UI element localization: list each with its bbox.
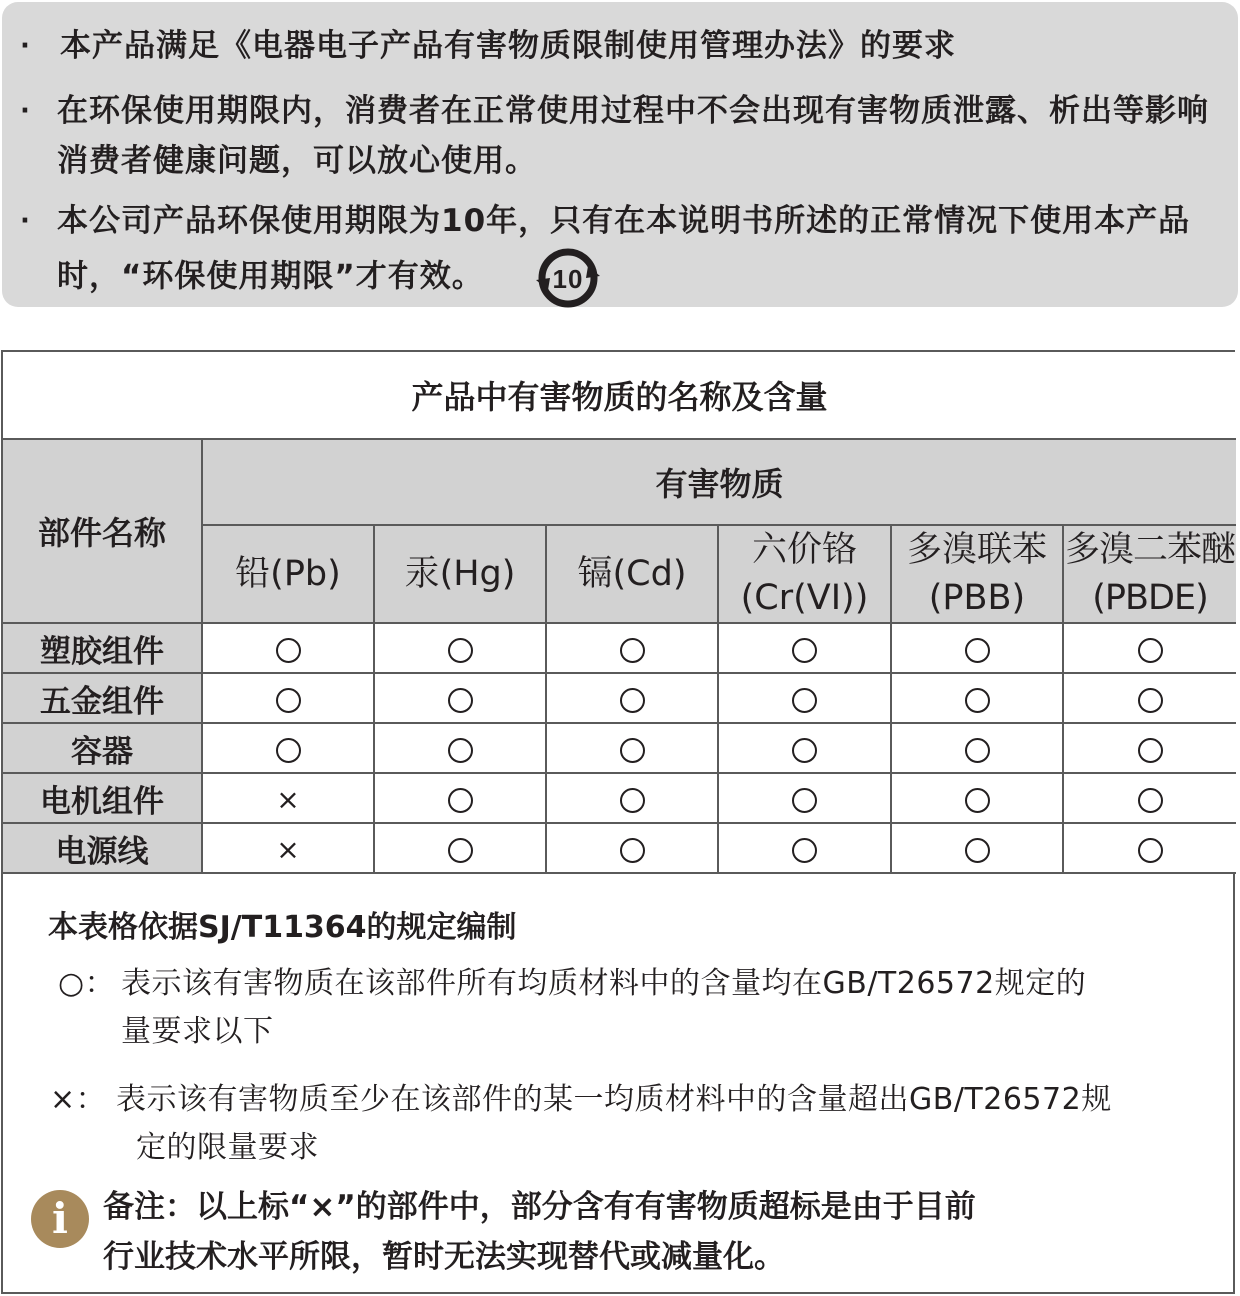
cross-legend-line1: 表示该有害物质至少在该部件的某一均质材料中的含量超出GB/T26572规 — [116, 1082, 1112, 1117]
bullet-marker: · — [20, 31, 30, 61]
part-name-cell: 容器 — [3, 723, 202, 773]
compliant-circle-mark — [965, 688, 990, 713]
hazardous-substance-section — [1, 350, 1235, 1294]
table-row — [3, 623, 1236, 673]
table-row — [3, 823, 1236, 873]
table-row — [3, 673, 1236, 723]
compliant-circle-mark — [1138, 838, 1163, 863]
compliant-circle-mark — [448, 638, 473, 663]
substance-mark-cell — [374, 673, 546, 723]
compliant-circle-mark — [448, 688, 473, 713]
substance-header: 铅(Pb) — [202, 525, 374, 623]
compliant-circle-mark — [276, 638, 301, 663]
compliant-circle-mark — [792, 688, 817, 713]
substance-mark-cell — [891, 773, 1063, 823]
substance-header: 多溴二苯醚 (PBDE) — [1063, 525, 1236, 623]
substance-mark-cell — [718, 823, 891, 873]
compliant-circle-mark — [1138, 738, 1163, 763]
compliant-circle-mark — [620, 638, 645, 663]
substance-mark-cell — [718, 673, 891, 723]
table-basis-note: 本表格依据SJ/T11364的规定编制 — [48, 910, 517, 945]
part-name-cell: 电源线 — [3, 823, 202, 873]
notice-text: 在环保使用期限内，消费者在正常使用过程中不会出现有害物质泄露、析出等影响消费者健康问题，可以放心使用。 — [57, 93, 1209, 179]
compliant-circle-mark — [448, 738, 473, 763]
remark-line1: 备注：以上标“×”的部件中，部分含有有害物质超标是由于目前 — [103, 1189, 976, 1225]
environmental-protection-use-period-10-icon — [536, 246, 600, 310]
notice-text — [57, 196, 1232, 310]
compliant-circle-mark — [965, 738, 990, 763]
compliant-circle-mark — [620, 688, 645, 713]
substance-mark-cell — [891, 723, 1063, 773]
substance-mark-cell — [374, 823, 546, 873]
compliant-circle-mark — [792, 638, 817, 663]
cross-legend-symbol: ×： — [50, 1082, 107, 1117]
hazardous-header: 有害物质 — [202, 439, 1236, 525]
substance-header: 多溴联苯 (PBB) — [891, 525, 1063, 623]
substance-mark-cell — [718, 623, 891, 673]
substance-mark-cell — [546, 623, 718, 673]
notice-text-content: 本公司产品环保使用期限为10年，只有在本说明书所述的正常情况下使用本产品时，“环保使用期限”才有效。 — [57, 203, 1191, 295]
bullet-marker: · — [20, 206, 30, 236]
compliant-circle-mark — [448, 838, 473, 863]
cross-legend-line2: 定的限量要求 — [136, 1130, 319, 1165]
substance-mark-cell — [891, 673, 1063, 723]
compliant-circle-mark — [792, 738, 817, 763]
compliant-circle-mark — [276, 738, 301, 763]
compliant-circle-mark — [620, 838, 645, 863]
part-name-header: 部件名称 — [3, 439, 202, 623]
compliant-circle-mark — [620, 788, 645, 813]
compliant-circle-mark — [792, 788, 817, 813]
circle-legend-text — [121, 960, 1221, 1056]
table-row — [3, 723, 1236, 773]
compliant-circle-mark — [1138, 688, 1163, 713]
substance-mark-cell — [891, 623, 1063, 673]
substance-mark-cell — [546, 673, 718, 723]
part-name-cell: 五金组件 — [3, 673, 202, 723]
circle-legend-line2: 量要求以下 — [121, 1014, 274, 1049]
compliant-circle-mark — [965, 838, 990, 863]
substance-mark-cell — [718, 723, 891, 773]
substance-mark-cell — [374, 773, 546, 823]
exceeds-cross-mark: × — [276, 833, 300, 866]
compliant-circle-mark — [620, 738, 645, 763]
bullet-marker: · — [20, 96, 30, 126]
remark-note — [103, 1182, 1183, 1282]
compliant-circle-mark — [448, 788, 473, 813]
notice-text: 本产品满足《电器电子产品有害物质限制使用管理办法》的要求 — [60, 28, 956, 64]
circle-legend-line1: 表示该有害物质在该部件所有均质材料中的含量均在GB/T26572规定的 — [121, 966, 1087, 1001]
part-name-cell: 塑胶组件 — [3, 623, 202, 673]
compliant-circle-mark — [792, 838, 817, 863]
substance-mark-cell — [546, 823, 718, 873]
remark-line2: 行业技术水平所限，暂时无法实现替代或减量化。 — [103, 1239, 785, 1275]
substance-mark-cell — [374, 723, 546, 773]
substance-mark-cell — [202, 623, 374, 673]
exceeds-cross-mark: × — [276, 783, 300, 816]
compliant-circle-mark — [1138, 638, 1163, 663]
substance-mark-cell — [1063, 673, 1236, 723]
table-title: 产品中有害物质的名称及含量 — [3, 352, 1236, 439]
substance-header: 汞(Hg) — [374, 525, 546, 623]
substance-mark-cell — [546, 723, 718, 773]
substance-mark-cell — [1063, 823, 1236, 873]
table-row — [3, 773, 1236, 823]
substance-header: 镉(Cd) — [546, 525, 718, 623]
substance-mark-cell — [202, 773, 374, 823]
part-name-cell: 电机组件 — [3, 773, 202, 823]
substance-header: 六价铬 (Cr(VI)) — [718, 525, 891, 623]
compliant-circle-mark — [965, 638, 990, 663]
hazardous-substance-table — [3, 352, 1236, 874]
logo-number: 10 — [552, 264, 584, 294]
substance-mark-cell — [1063, 723, 1236, 773]
substance-mark-cell — [202, 673, 374, 723]
substance-mark-cell — [546, 773, 718, 823]
substance-mark-cell — [718, 773, 891, 823]
substance-mark-cell — [202, 723, 374, 773]
substance-mark-cell — [1063, 623, 1236, 673]
substance-mark-cell — [891, 823, 1063, 873]
info-icon: i — [31, 1190, 89, 1248]
cross-legend-text — [116, 1076, 1226, 1172]
compliant-circle-mark — [1138, 788, 1163, 813]
substance-mark-cell — [202, 823, 374, 873]
compliant-circle-mark — [965, 788, 990, 813]
substance-mark-cell — [374, 623, 546, 673]
circle-legend-symbol: ○： — [58, 966, 116, 1001]
notice-panel — [2, 2, 1238, 307]
substance-mark-cell — [1063, 773, 1236, 823]
compliant-circle-mark — [276, 688, 301, 713]
